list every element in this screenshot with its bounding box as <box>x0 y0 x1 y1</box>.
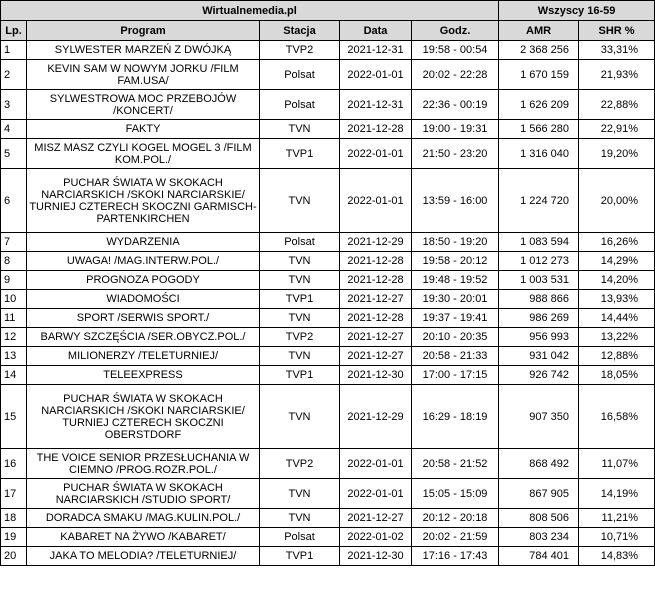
cell-godz: 17:00 - 17:15 <box>412 366 499 385</box>
cell-amr: 1 670 159 <box>499 60 579 90</box>
source-header: Wirtualnemedia.pl <box>1 1 499 21</box>
cell-data: 2021-12-28 <box>340 120 412 139</box>
cell-lp: 17 <box>1 479 27 509</box>
cell-godz: 15:05 - 15:09 <box>412 479 499 509</box>
cell-program: BARWY SZCZĘŚCIA /SER.OBYCZ.POL./ <box>27 328 260 347</box>
cell-stacja: TVN <box>260 385 340 449</box>
cell-program: DORADCA SMAKU /MAG.KULIN.POL./ <box>27 509 260 528</box>
table-row <box>1 139 655 169</box>
table-row <box>1 347 655 366</box>
cell-stacja: TVN <box>260 120 340 139</box>
cell-shr: 14,44% <box>579 309 655 328</box>
cell-lp: 15 <box>1 385 27 449</box>
col-header-lp: Lp. <box>1 21 27 41</box>
table-row <box>1 90 655 120</box>
cell-godz: 20:58 - 21:52 <box>412 449 499 479</box>
cell-data: 2021-12-27 <box>340 328 412 347</box>
cell-lp: 1 <box>1 41 27 60</box>
cell-shr: 16,58% <box>579 385 655 449</box>
cell-data: 2021-12-28 <box>340 309 412 328</box>
cell-shr: 14,83% <box>579 547 655 566</box>
table-row <box>1 385 655 449</box>
col-header-stacja: Stacja <box>260 21 340 41</box>
cell-program: KEVIN SAM W NOWYM JORKU /FILM FAM.USA/ <box>27 60 260 90</box>
table-row <box>1 169 655 233</box>
cell-data: 2021-12-28 <box>340 252 412 271</box>
col-header-godz: Godz. <box>412 21 499 41</box>
cell-program: JAKA TO MELODIA? /TELETURNIEJ/ <box>27 547 260 566</box>
cell-lp: 13 <box>1 347 27 366</box>
cell-stacja: Polsat <box>260 60 340 90</box>
cell-amr: 1 083 594 <box>499 233 579 252</box>
cell-amr: 868 492 <box>499 449 579 479</box>
cell-lp: 9 <box>1 271 27 290</box>
cell-program: PUCHAR ŚWIATA W SKOKACH NARCIARSKICH /SKOKI NARCIARSKIE/ TURNIEJ CZTERECH SKOCZNI OBERSTDORF <box>27 385 260 449</box>
table-row <box>1 528 655 547</box>
cell-program: MISZ MASZ CZYLI KOGEL MOGEL 3 /FILM KOM.POL./ <box>27 139 260 169</box>
cell-shr: 22,88% <box>579 90 655 120</box>
cell-data: 2022-01-01 <box>340 60 412 90</box>
table-row <box>1 60 655 90</box>
cell-lp: 2 <box>1 60 27 90</box>
cell-godz: 19:00 - 19:31 <box>412 120 499 139</box>
cell-amr: 2 368 256 <box>499 41 579 60</box>
cell-godz: 22:36 - 00:19 <box>412 90 499 120</box>
cell-lp: 12 <box>1 328 27 347</box>
cell-lp: 3 <box>1 90 27 120</box>
cell-shr: 12,88% <box>579 347 655 366</box>
cell-program: KABARET NA ŻYWO /KABARET/ <box>27 528 260 547</box>
cell-amr: 907 350 <box>499 385 579 449</box>
cell-lp: 20 <box>1 547 27 566</box>
cell-stacja: TVN <box>260 309 340 328</box>
cell-godz: 19:58 - 00:54 <box>412 41 499 60</box>
cell-data: 2022-01-01 <box>340 139 412 169</box>
cell-stacja: TVN <box>260 509 340 528</box>
cell-lp: 16 <box>1 449 27 479</box>
cell-stacja: TVP2 <box>260 41 340 60</box>
cell-amr: 1 566 280 <box>499 120 579 139</box>
cell-program: UWAGA! /MAG.INTERW.POL./ <box>27 252 260 271</box>
cell-amr: 1 003 531 <box>499 271 579 290</box>
cell-stacja: TVP1 <box>260 366 340 385</box>
group-header: Wszyscy 16-59 <box>499 1 655 21</box>
cell-amr: 867 905 <box>499 479 579 509</box>
cell-data: 2022-01-01 <box>340 169 412 233</box>
cell-shr: 13,93% <box>579 290 655 309</box>
cell-program: PUCHAR ŚWIATA W SKOKACH NARCIARSKICH /SKOKI NARCIARSKIE/ TURNIEJ CZTERECH SKOCZNI GARMISCH-PARTENKIRCHEN <box>27 169 260 233</box>
cell-lp: 4 <box>1 120 27 139</box>
cell-godz: 19:37 - 19:41 <box>412 309 499 328</box>
cell-godz: 13:59 - 16:00 <box>412 169 499 233</box>
cell-shr: 20,00% <box>579 169 655 233</box>
cell-program: WIADOMOŚCI <box>27 290 260 309</box>
table-row <box>1 547 655 566</box>
col-header-amr: AMR <box>499 21 579 41</box>
cell-stacja: TVP1 <box>260 290 340 309</box>
cell-godz: 20:02 - 22:28 <box>412 60 499 90</box>
table-row <box>1 41 655 60</box>
cell-amr: 931 042 <box>499 347 579 366</box>
cell-shr: 18,05% <box>579 366 655 385</box>
cell-amr: 1 012 273 <box>499 252 579 271</box>
cell-shr: 21,93% <box>579 60 655 90</box>
header-row-columns <box>1 21 655 41</box>
cell-godz: 19:48 - 19:52 <box>412 271 499 290</box>
table-row <box>1 366 655 385</box>
cell-data: 2021-12-31 <box>340 41 412 60</box>
cell-amr: 1 316 040 <box>499 139 579 169</box>
cell-amr: 808 506 <box>499 509 579 528</box>
cell-stacja: TVN <box>260 347 340 366</box>
cell-stacja: TVP1 <box>260 547 340 566</box>
cell-program: SYLWESTER MARZEŃ Z DWÓJKĄ <box>27 41 260 60</box>
cell-amr: 1 224 720 <box>499 169 579 233</box>
cell-shr: 16,26% <box>579 233 655 252</box>
cell-program: PUCHAR ŚWIATA W SKOKACH NARCIARSKICH /STUDIO SPORT/ <box>27 479 260 509</box>
cell-program: SYLWESTROWA MOC PRZEBOJÓW /KONCERT/ <box>27 90 260 120</box>
cell-lp: 7 <box>1 233 27 252</box>
cell-shr: 19,20% <box>579 139 655 169</box>
cell-godz: 16:29 - 18:19 <box>412 385 499 449</box>
cell-data: 2021-12-29 <box>340 385 412 449</box>
table-row <box>1 449 655 479</box>
cell-stacja: TVP2 <box>260 449 340 479</box>
cell-stacja: TVN <box>260 271 340 290</box>
cell-lp: 10 <box>1 290 27 309</box>
cell-data: 2021-12-27 <box>340 290 412 309</box>
cell-lp: 11 <box>1 309 27 328</box>
cell-data: 2021-12-27 <box>340 347 412 366</box>
cell-amr: 784 401 <box>499 547 579 566</box>
cell-data: 2022-01-02 <box>340 528 412 547</box>
cell-stacja: Polsat <box>260 528 340 547</box>
cell-amr: 986 269 <box>499 309 579 328</box>
cell-shr: 14,20% <box>579 271 655 290</box>
cell-stacja: TVN <box>260 169 340 233</box>
cell-godz: 20:12 - 20:18 <box>412 509 499 528</box>
table-body <box>1 41 655 566</box>
cell-stacja: Polsat <box>260 233 340 252</box>
cell-stacja: TVP1 <box>260 139 340 169</box>
cell-program: PROGNOZA POGODY <box>27 271 260 290</box>
table-row <box>1 271 655 290</box>
table-row <box>1 120 655 139</box>
cell-program: MILIONERZY /TELETURNIEJ/ <box>27 347 260 366</box>
table-row <box>1 233 655 252</box>
cell-lp: 8 <box>1 252 27 271</box>
table-row <box>1 290 655 309</box>
cell-program: SPORT /SERWIS SPORT./ <box>27 309 260 328</box>
col-header-shr: SHR % <box>579 21 655 41</box>
cell-godz: 20:10 - 20:35 <box>412 328 499 347</box>
cell-stacja: TVN <box>260 252 340 271</box>
cell-shr: 11,21% <box>579 509 655 528</box>
table-row <box>1 328 655 347</box>
cell-program: WYDARZENIA <box>27 233 260 252</box>
cell-lp: 18 <box>1 509 27 528</box>
cell-godz: 17:16 - 17:43 <box>412 547 499 566</box>
cell-godz: 19:58 - 20:12 <box>412 252 499 271</box>
cell-shr: 10,71% <box>579 528 655 547</box>
header-row-top <box>1 1 655 21</box>
col-header-program: Program <box>27 21 260 41</box>
cell-godz: 20:58 - 21:33 <box>412 347 499 366</box>
table-row <box>1 509 655 528</box>
cell-godz: 18:50 - 19:20 <box>412 233 499 252</box>
table-row <box>1 252 655 271</box>
cell-data: 2021-12-28 <box>340 271 412 290</box>
cell-shr: 33,31% <box>579 41 655 60</box>
cell-godz: 21:50 - 23:20 <box>412 139 499 169</box>
cell-godz: 19:30 - 20:01 <box>412 290 499 309</box>
cell-shr: 14,19% <box>579 479 655 509</box>
cell-lp: 14 <box>1 366 27 385</box>
cell-amr: 803 234 <box>499 528 579 547</box>
cell-shr: 13,22% <box>579 328 655 347</box>
cell-data: 2021-12-27 <box>340 509 412 528</box>
cell-data: 2022-01-01 <box>340 479 412 509</box>
cell-data: 2021-12-30 <box>340 366 412 385</box>
cell-shr: 22,91% <box>579 120 655 139</box>
cell-lp: 19 <box>1 528 27 547</box>
col-header-data: Data <box>340 21 412 41</box>
cell-data: 2022-01-01 <box>340 449 412 479</box>
cell-stacja: TVN <box>260 479 340 509</box>
cell-lp: 6 <box>1 169 27 233</box>
cell-amr: 988 866 <box>499 290 579 309</box>
cell-amr: 926 742 <box>499 366 579 385</box>
cell-stacja: TVP2 <box>260 328 340 347</box>
cell-data: 2021-12-30 <box>340 547 412 566</box>
cell-godz: 20:02 - 21:59 <box>412 528 499 547</box>
cell-shr: 14,29% <box>579 252 655 271</box>
cell-amr: 956 993 <box>499 328 579 347</box>
cell-program: FAKTY <box>27 120 260 139</box>
table-row <box>1 309 655 328</box>
cell-data: 2021-12-29 <box>340 233 412 252</box>
cell-shr: 11,07% <box>579 449 655 479</box>
cell-amr: 1 626 209 <box>499 90 579 120</box>
cell-program: THE VOICE SENIOR PRZESŁUCHANIA W CIEMNO /PROG.ROZR.POL./ <box>27 449 260 479</box>
cell-data: 2021-12-31 <box>340 90 412 120</box>
cell-lp: 5 <box>1 139 27 169</box>
table-row <box>1 479 655 509</box>
cell-program: TELEEXPRESS <box>27 366 260 385</box>
cell-stacja: Polsat <box>260 90 340 120</box>
